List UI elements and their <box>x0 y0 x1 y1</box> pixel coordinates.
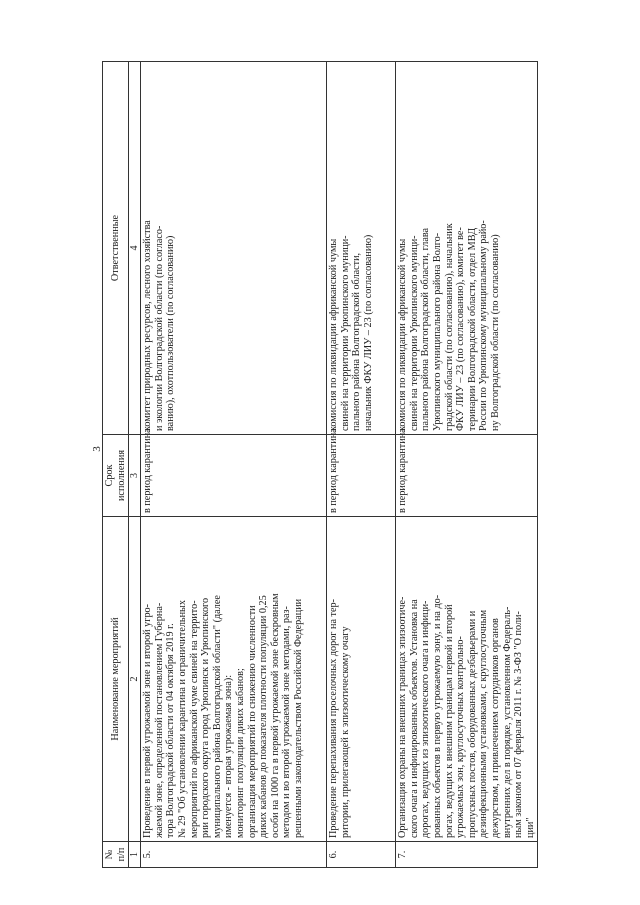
responsible-line: градской области (по согласованию), начальник <box>443 223 455 431</box>
responsible-line: теринарии Волгоградской области, отдел МВД <box>466 227 478 431</box>
measures-table <box>102 61 538 868</box>
responsible-line: начальник ФКУ ЛИУ – 23 (по согласованию) <box>362 234 374 431</box>
responsible-line: свиней на территории Урюпинского муници- <box>339 235 351 431</box>
table-row <box>141 62 327 868</box>
action-line: Проведение в первой угрожаемой зоне и второй угро- <box>142 603 154 838</box>
action-line: муниципального района Волгоградской области" (далее <box>211 595 223 838</box>
action-line: рии городского округа город Урюпинск и Урюпинского <box>200 597 212 838</box>
row-term: в период карантина <box>396 435 538 517</box>
action-line: диких кабанов до показателя плотности популяции 0,25 <box>258 595 270 838</box>
responsible-line: Урюпинского муниципального района Волго- <box>431 232 443 431</box>
action-line: угрожаемых зон, круглосуточных контрольно- <box>455 636 467 838</box>
action-line: особи на 1000 га в первой угрожаемой зоне бескровным <box>269 593 281 838</box>
header-number: № п/п <box>103 842 129 868</box>
index-3: 3 <box>129 435 141 517</box>
table-row <box>327 62 396 868</box>
responsible-line: и экологии Волгоградской области (по согласо- <box>153 225 165 431</box>
action-line: организация мероприятий по снижению численности <box>246 605 258 838</box>
row-number: 7. <box>396 842 538 868</box>
action-line: ритории, прилегающей к эпизоотическому очагу <box>339 626 351 838</box>
table-index-row <box>129 62 141 868</box>
action-line: жаемой зоне, определенной постановлением Губерна- <box>153 602 165 838</box>
header-responsible: Ответственные <box>103 62 129 435</box>
action-line: ции" <box>524 817 536 838</box>
header-term: Срок исполнения <box>103 435 129 517</box>
action-line: ным законом от 07 февраля 2011 г. № 3-ФЗ "О поли- <box>513 611 525 838</box>
responsible-line: России по Урюпинскому муниципальному райо- <box>478 220 490 431</box>
action-line: рованных объектов в первую угрожаемую зону, и на до- <box>431 594 443 838</box>
action-line: дежурством, и привлечением сотрудников органов <box>489 618 501 838</box>
index-1: 1 <box>129 842 141 868</box>
action-line: внутренних дел в порядке, установленном Федераль- <box>501 606 513 838</box>
responsible-line: комиссия по ликвидации африканской чумы <box>328 238 340 431</box>
index-2: 2 <box>129 517 141 842</box>
responsible-line: ну Волгоградской области (по согласованию) <box>489 234 501 431</box>
action-line: Организация охраны на внешних границах эпизоотиче- <box>397 596 409 838</box>
action-line: именуется - вторая угрожаемая зона): <box>223 674 235 838</box>
action-line: дезинфекционными установками, с круглосуточным <box>478 609 490 838</box>
action-line: ского очага и инфицированных объектов. Установка на <box>408 599 420 838</box>
action-line: решенными законодательством Российской Федерации <box>292 598 304 838</box>
row-responsible <box>396 62 538 435</box>
responsible-line: ванию), охотпользователи (по согласованию) <box>165 235 177 431</box>
responsible-line: пального района Волгоградской области, глава <box>420 227 432 431</box>
row-term: в период карантина <box>327 435 396 517</box>
page-number: 3 <box>90 446 103 452</box>
action-line: мероприятий по африканской чуме свиней на террито- <box>188 600 200 838</box>
index-4: 4 <box>129 62 141 435</box>
row-action <box>327 517 396 842</box>
table-row <box>396 62 538 868</box>
action-line: методом и во второй угрожаемой зоне методами, раз- <box>281 606 293 838</box>
action-line: № 29 "Об установлении карантина и ограничительных <box>176 600 188 838</box>
action-line: тора Волгоградской области от 04 октября 2019 г. <box>165 623 177 838</box>
row-action <box>141 517 327 842</box>
row-responsible <box>327 62 396 435</box>
row-responsible <box>141 62 327 435</box>
row-number: 6. <box>327 842 396 868</box>
responsible-line: комитет природных ресурсов, лесного хозяйства <box>142 220 154 431</box>
responsible-line: комиссия по ликвидации африканской чумы <box>397 238 409 431</box>
row-term: в период карантина <box>141 435 327 517</box>
header-action: Наименование мероприятий <box>103 517 129 842</box>
action-line: дорогах, ведущих из эпизоотического очага и инфици- <box>420 600 432 838</box>
action-line: пропускных постов, оборудованных дезбарьерами и <box>466 610 478 838</box>
action-line: мониторинг популяции диких кабанов; <box>234 668 246 838</box>
action-line: рогах, ведущих к внешним границам первой и второй <box>443 604 455 838</box>
measures-table-rotated <box>102 62 536 868</box>
responsible-line: ФКУ ЛИУ – 23 (по согласованию), комитет ве- <box>455 227 467 431</box>
row-number: 5. <box>141 842 327 868</box>
responsible-line: пального района Волгоградской области, <box>351 252 363 431</box>
table-header-row <box>103 62 129 868</box>
responsible-line: свиней на территории Урюпинского муници- <box>408 235 420 431</box>
action-line: Проведение перепахивания проселочных дорог на тер- <box>328 598 340 838</box>
row-action <box>396 517 538 842</box>
